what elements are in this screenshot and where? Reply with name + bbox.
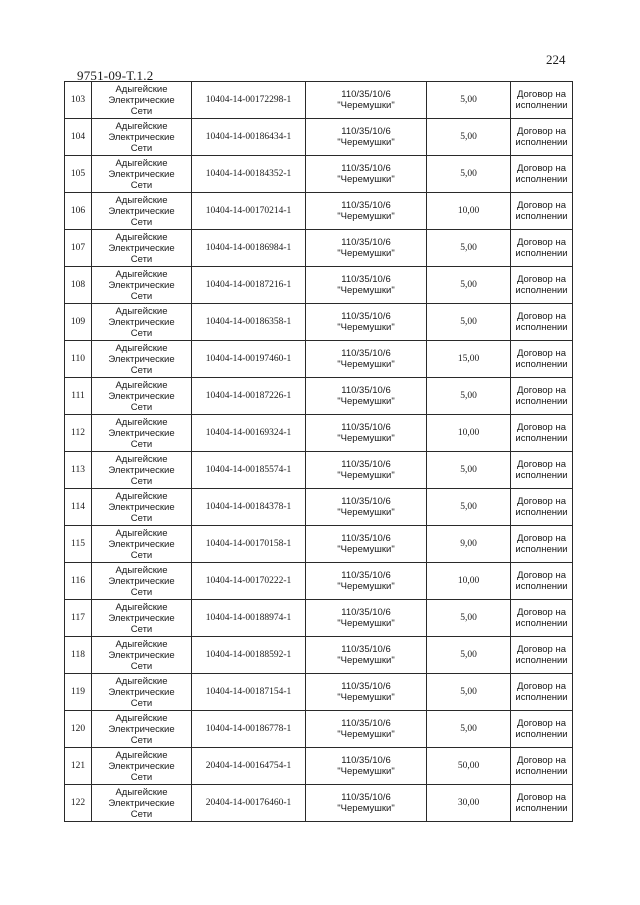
row-number-cell: 119 [65,674,92,711]
organization-line: Электрические [108,168,175,180]
power-cell: 5,00 [427,489,511,526]
power-cell: 10,00 [427,415,511,452]
substation-line: "Черемушки" [337,507,395,518]
organization-line: Сети [130,475,153,487]
table-row [65,452,573,489]
substation-line: 110/35/10/6 [341,385,391,396]
row-number-cell: 110 [65,341,92,378]
organization-line: Адыгейские [115,675,168,687]
application-id-cell: 10404-14-00186434-1 [192,119,306,156]
substation-cell [306,267,427,304]
application-id-cell: 10404-14-00170222-1 [192,563,306,600]
document-code: 9751-09-Т.1.2 [77,68,154,83]
status-line: Договор на [516,126,567,137]
table-row [65,637,573,674]
status-line: исполнении [515,618,568,629]
organization-line: Сети [130,290,153,302]
status-line: исполнении [515,803,568,814]
status-line: исполнении [515,285,568,296]
organization-line: Электрические [108,723,175,735]
organization-line: Адыгейские [115,379,168,391]
substation-line: 110/35/10/6 [341,89,391,100]
organization-line: Сети [130,586,153,598]
status-cell [511,748,573,785]
organization-cell [92,378,192,415]
power-cell: 5,00 [427,378,511,415]
substation-line: 110/35/10/6 [341,496,391,507]
substation-line: 110/35/10/6 [341,348,391,359]
status-cell [511,230,573,267]
row-number-cell: 114 [65,489,92,526]
power-cell: 30,00 [427,785,511,822]
organization-line: Сети [130,734,153,746]
substation-line: "Черемушки" [337,729,395,740]
organization-line: Адыгейские [115,601,168,613]
organization-line: Сети [130,697,153,709]
status-cell [511,452,573,489]
organization-line: Сети [130,364,153,376]
status-line: исполнении [515,211,568,222]
substation-line: 110/35/10/6 [341,755,391,766]
row-number-cell: 105 [65,156,92,193]
status-line: Договор на [516,163,567,174]
power-cell: 5,00 [427,119,511,156]
table-row [65,563,573,600]
substation-line: "Черемушки" [337,803,395,814]
application-id-cell: 10404-14-00172298-1 [192,82,306,119]
substation-cell [306,489,427,526]
application-id-cell: 10404-14-00188592-1 [192,637,306,674]
table-row [65,193,573,230]
substation-cell [306,748,427,785]
status-cell [511,600,573,637]
power-cell: 10,00 [427,563,511,600]
substation-line: "Черемушки" [337,544,395,555]
status-line: Договор на [516,681,567,692]
substation-line: 110/35/10/6 [341,126,391,137]
status-cell [511,193,573,230]
organization-cell [92,304,192,341]
substation-cell [306,156,427,193]
substation-cell [306,711,427,748]
status-line: Договор на [516,644,567,655]
organization-line: Адыгейские [115,638,168,650]
status-line: исполнении [515,507,568,518]
status-cell [511,378,573,415]
status-line: исполнении [515,766,568,777]
row-number-cell: 120 [65,711,92,748]
status-line: Договор на [516,533,567,544]
status-line: исполнении [515,544,568,555]
substation-line: "Черемушки" [337,359,395,370]
table-row [65,674,573,711]
organization-line: Адыгейские [115,527,168,539]
status-line: Договор на [516,496,567,507]
status-cell [511,785,573,822]
application-id-cell: 10404-14-00197460-1 [192,341,306,378]
row-number-cell: 115 [65,526,92,563]
row-number-cell: 111 [65,378,92,415]
organization-line: Адыгейские [115,342,168,354]
status-line: исполнении [515,100,568,111]
status-line: исполнении [515,655,568,666]
status-line: исполнении [515,692,568,703]
organization-line: Электрические [108,501,175,513]
status-cell [511,415,573,452]
table-row [65,82,573,119]
table-row [65,526,573,563]
organization-cell [92,82,192,119]
organization-line: Адыгейские [115,416,168,428]
status-line: Договор на [516,607,567,618]
organization-cell [92,267,192,304]
substation-line: "Черемушки" [337,285,395,296]
substation-line: 110/35/10/6 [341,718,391,729]
organization-cell [92,748,192,785]
organization-line: Адыгейские [115,268,168,280]
organization-line: Электрические [108,649,175,661]
row-number-cell: 108 [65,267,92,304]
substation-line: "Черемушки" [337,470,395,481]
substation-line: 110/35/10/6 [341,533,391,544]
substation-line: "Черемушки" [337,211,395,222]
status-line: исполнении [515,248,568,259]
substation-cell [306,600,427,637]
registry-table [64,81,573,822]
substation-cell [306,230,427,267]
organization-line: Адыгейские [115,305,168,317]
organization-line: Сети [130,327,153,339]
organization-line: Адыгейские [115,712,168,724]
substation-cell [306,378,427,415]
substation-line: "Черемушки" [337,396,395,407]
organization-line: Сети [130,142,153,154]
power-cell: 10,00 [427,193,511,230]
status-cell [511,637,573,674]
row-number-cell: 109 [65,304,92,341]
power-cell: 5,00 [427,82,511,119]
organization-cell [92,119,192,156]
status-cell [511,711,573,748]
power-cell: 15,00 [427,341,511,378]
organization-line: Сети [130,401,153,413]
substation-cell [306,82,427,119]
organization-line: Сети [130,808,153,820]
status-cell [511,674,573,711]
substation-line: "Черемушки" [337,248,395,259]
substation-line: 110/35/10/6 [341,570,391,581]
substation-line: "Черемушки" [337,692,395,703]
application-id-cell: 10404-14-00170158-1 [192,526,306,563]
application-id-cell: 10404-14-00186984-1 [192,230,306,267]
substation-line: 110/35/10/6 [341,311,391,322]
organization-line: Электрические [108,612,175,624]
status-cell [511,341,573,378]
table-row [65,304,573,341]
organization-line: Сети [130,660,153,672]
status-line: исполнении [515,137,568,148]
substation-line: 110/35/10/6 [341,681,391,692]
status-cell [511,156,573,193]
table-row [65,489,573,526]
organization-cell [92,563,192,600]
organization-line: Сети [130,623,153,635]
application-id-cell: 20404-14-00176460-1 [192,785,306,822]
organization-cell [92,637,192,674]
substation-cell [306,119,427,156]
organization-line: Электрические [108,316,175,328]
status-cell [511,563,573,600]
organization-line: Сети [130,253,153,265]
status-line: исполнении [515,396,568,407]
status-line: исполнении [515,359,568,370]
organization-line: Адыгейские [115,83,168,95]
substation-cell [306,193,427,230]
status-line: Договор на [516,422,567,433]
application-id-cell: 10404-14-00184378-1 [192,489,306,526]
substation-line: 110/35/10/6 [341,237,391,248]
power-cell: 5,00 [427,674,511,711]
table-row [65,341,573,378]
application-id-cell: 10404-14-00184352-1 [192,156,306,193]
organization-line: Сети [130,216,153,228]
power-cell: 5,00 [427,267,511,304]
organization-line: Сети [130,512,153,524]
substation-line: 110/35/10/6 [341,163,391,174]
substation-cell [306,341,427,378]
organization-line: Электрические [108,94,175,106]
status-line: Договор на [516,792,567,803]
status-cell [511,82,573,119]
organization-line: Электрические [108,353,175,365]
organization-cell [92,600,192,637]
status-line: Договор на [516,311,567,322]
table-row [65,378,573,415]
status-line: Договор на [516,237,567,248]
status-line: Договор на [516,570,567,581]
substation-line: "Черемушки" [337,137,395,148]
organization-line: Сети [130,549,153,561]
substation-cell [306,637,427,674]
substation-line: "Черемушки" [337,766,395,777]
power-cell: 5,00 [427,600,511,637]
table-row [65,600,573,637]
organization-line: Электрические [108,242,175,254]
table-row [65,267,573,304]
organization-cell [92,156,192,193]
organization-line: Электрические [108,760,175,772]
power-cell: 5,00 [427,452,511,489]
organization-line: Электрические [108,279,175,291]
status-line: исполнении [515,470,568,481]
row-number-cell: 117 [65,600,92,637]
row-number-cell: 112 [65,415,92,452]
substation-cell [306,304,427,341]
organization-cell [92,785,192,822]
organization-cell [92,452,192,489]
substation-line: "Черемушки" [337,100,395,111]
row-number-cell: 116 [65,563,92,600]
status-cell [511,119,573,156]
organization-line: Сети [130,438,153,450]
status-line: исполнении [515,433,568,444]
power-cell: 5,00 [427,156,511,193]
status-line: Договор на [516,755,567,766]
table-row [65,748,573,785]
organization-line: Электрические [108,686,175,698]
organization-line: Адыгейские [115,231,168,243]
substation-cell [306,674,427,711]
organization-cell [92,415,192,452]
table-row [65,230,573,267]
substation-line: 110/35/10/6 [341,422,391,433]
status-cell [511,304,573,341]
organization-cell [92,341,192,378]
substation-line: "Черемушки" [337,581,395,592]
organization-line: Адыгейские [115,749,168,761]
status-line: Договор на [516,459,567,470]
substation-line: 110/35/10/6 [341,644,391,655]
organization-cell [92,489,192,526]
table-row [65,415,573,452]
power-cell: 50,00 [427,748,511,785]
organization-line: Адыгейские [115,564,168,576]
status-line: Договор на [516,200,567,211]
application-id-cell: 20404-14-00164754-1 [192,748,306,785]
status-line: исполнении [515,174,568,185]
organization-line: Электрические [108,464,175,476]
status-line: исполнении [515,322,568,333]
status-cell [511,489,573,526]
status-line: исполнении [515,581,568,592]
organization-cell [92,526,192,563]
status-line: Договор на [516,348,567,359]
row-number-cell: 121 [65,748,92,785]
row-number-cell: 106 [65,193,92,230]
substation-line: "Черемушки" [337,174,395,185]
substation-line: 110/35/10/6 [341,607,391,618]
organization-line: Сети [130,179,153,191]
table-row [65,156,573,193]
application-id-cell: 10404-14-00188974-1 [192,600,306,637]
organization-line: Адыгейские [115,786,168,798]
organization-line: Электрические [108,131,175,143]
status-cell [511,526,573,563]
substation-cell [306,452,427,489]
application-id-cell: 10404-14-00170214-1 [192,193,306,230]
application-id-cell: 10404-14-00186358-1 [192,304,306,341]
application-id-cell: 10404-14-00187216-1 [192,267,306,304]
substation-line: 110/35/10/6 [341,200,391,211]
application-id-cell: 10404-14-00186778-1 [192,711,306,748]
organization-cell [92,711,192,748]
substation-line: 110/35/10/6 [341,459,391,470]
organization-line: Электрические [108,575,175,587]
application-id-cell: 10404-14-00187154-1 [192,674,306,711]
status-line: исполнении [515,729,568,740]
table-body [65,82,573,822]
organization-line: Сети [130,771,153,783]
application-id-cell: 10404-14-00169324-1 [192,415,306,452]
application-id-cell: 10404-14-00185574-1 [192,452,306,489]
organization-line: Адыгейские [115,453,168,465]
row-number-cell: 118 [65,637,92,674]
power-cell: 5,00 [427,711,511,748]
row-number-cell: 104 [65,119,92,156]
status-line: Договор на [516,385,567,396]
substation-cell [306,563,427,600]
row-number-cell: 107 [65,230,92,267]
substation-line: "Черемушки" [337,618,395,629]
status-cell [511,267,573,304]
organization-line: Электрические [108,205,175,217]
row-number-cell: 122 [65,785,92,822]
organization-line: Сети [130,105,153,117]
substation-cell [306,415,427,452]
power-cell: 5,00 [427,304,511,341]
organization-cell [92,193,192,230]
power-cell: 5,00 [427,637,511,674]
power-cell: 9,00 [427,526,511,563]
row-number-cell: 103 [65,82,92,119]
organization-line: Адыгейские [115,157,168,169]
organization-cell [92,230,192,267]
table-row [65,119,573,156]
table-row [65,711,573,748]
substation-line: 110/35/10/6 [341,792,391,803]
application-id-cell: 10404-14-00187226-1 [192,378,306,415]
page-number: 224 [546,52,566,67]
table-row [65,785,573,822]
power-cell: 5,00 [427,230,511,267]
organization-line: Электрические [108,427,175,439]
organization-cell [92,674,192,711]
substation-line: "Черемушки" [337,322,395,333]
substation-cell [306,526,427,563]
organization-line: Электрические [108,538,175,550]
organization-line: Электрические [108,797,175,809]
substation-line: 110/35/10/6 [341,274,391,285]
substation-line: "Черемушки" [337,433,395,444]
status-line: Договор на [516,718,567,729]
substation-cell [306,785,427,822]
status-line: Договор на [516,89,567,100]
organization-line: Электрические [108,390,175,402]
substation-line: "Черемушки" [337,655,395,666]
row-number-cell: 113 [65,452,92,489]
organization-line: Адыгейские [115,194,168,206]
organization-line: Адыгейские [115,490,168,502]
organization-line: Адыгейские [115,120,168,132]
status-line: Договор на [516,274,567,285]
